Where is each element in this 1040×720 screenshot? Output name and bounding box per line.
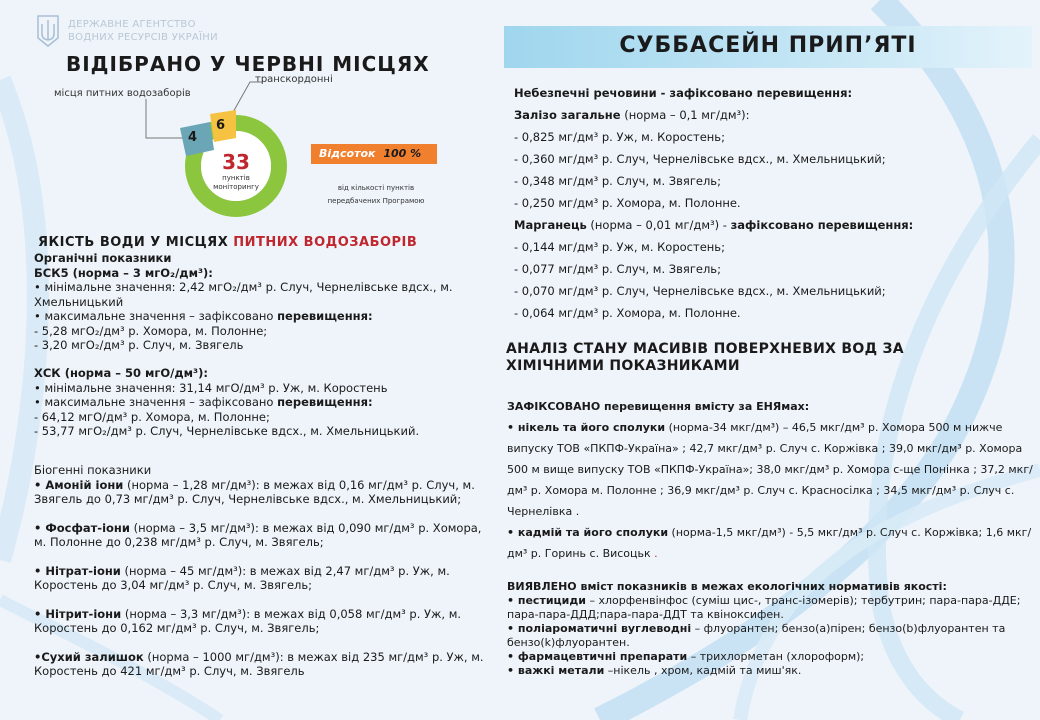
dry-residue (34, 650, 494, 679)
pah (507, 622, 1040, 650)
found-header: ВИЯВЛЕНО вміст показників в межах екологічних нормативів якості: (507, 580, 947, 593)
percent-label: Відсоток (319, 147, 376, 160)
mn-exceed: зафіксовано перевищення: (730, 218, 914, 232)
iron-item-1: - 0,825 мг/дм³ р. Уж, м. Коростень; (514, 130, 725, 144)
pah-text: – флуорантен; бензо(а)пірен; бензо(b)флуорантен та бензо(k)флуорантен. (507, 622, 1006, 649)
pesticides-name: • пестициди (507, 594, 586, 607)
hsk-section (34, 366, 494, 439)
cadmium-name: • кадмій та його сполуки (507, 526, 669, 539)
iron-item-3: - 0,348 мг/дм³ р. Случ, м. Звягель; (514, 174, 721, 188)
iron-norm: (норма – 0,1 мг/дм³): (620, 108, 750, 122)
organic-section (34, 251, 494, 353)
bsk-max-emph: перевищення: (277, 309, 373, 323)
residue-name: •Сухий залишок (34, 649, 144, 664)
hsk-header: ХСК (норма – 50 мгО/дм³): (34, 366, 208, 380)
pharma-text: – трихлорметан (хлороформ); (687, 650, 865, 663)
hsk-item-2: - 53,77 мгО₂/дм³ р. Случ, Чернелівське вдсх., м. Хмельницький. (34, 424, 420, 438)
fixed-header: ЗАФІКСОВАНО перевищення вмісту за ЕНЯмах: (507, 400, 810, 413)
agency-line-1: ДЕРЖАВНЕ АГЕНТСТВО (68, 19, 196, 30)
transboundary-count: 6 (216, 118, 226, 133)
iron-item-4: - 0,250 мг/дм³ р. Хомора, м. Полонне. (514, 196, 741, 210)
nickel-text: (норма-34 мкг/дм³) – 46,5 мкг/дм³ р. Хомора 500 м нижче випуску ТОВ «ПКПФ-Україна» ; 42,7 мкг/дм³ р. Случ с. Коржівка ; 39,0 мкг/дм³ р. Хомора 500 м вище випуску ТОВ «ПКПФ-Україна»; 38,0 мкг/дм³ р. Хомора с-ще Понінка ; 37,2 мкг/дм³ р. Хомора м. Полонне ; 36,9 мкг/дм³ р. Случ с. Красносілка ; 34,5 мкг/дм³ р. Случ с. Чернелівка . (507, 421, 1033, 518)
hsk-max-emph: перевищення: (277, 395, 373, 409)
residue-text: (норма – 1000 мг/дм³): в межах від 235 мг/дм³ р. Уж, м. Коростень до 421 мг/дм³ р. Случ, м. Звягель (34, 649, 484, 678)
nickel-name: • нікель та його сполуки (507, 421, 666, 434)
bsk-max-text: • максимальне значення – зафіксовано (34, 309, 278, 323)
transboundary-leader-line (232, 82, 262, 114)
drinking-leader-line (146, 99, 185, 138)
percent-value: 100 % (383, 147, 422, 160)
pharma-name: • фармацевтичні препарати (507, 650, 688, 663)
bsk-item-2: - 3,20 мгО₂/дм³ р. Случ, м. Звягель (34, 338, 244, 352)
bsk-min: • мінімальне значення: 2,42 мгО₂/дм³ р. Случ, Чернелівське вдсх., м. Хмельницький (34, 280, 453, 309)
bsk-item-1: - 5,28 мгО₂/дм³ р. Хомора, м. Полонне; (34, 323, 268, 338)
left-title: ВІДІБРАНО У ЧЕРВНІ МІСЦЯХ (66, 52, 430, 76)
analysis-title: АНАЛІЗ СТАНУ МАСИВІВ ПОВЕРХНЕВИХ ВОД ЗА ХІМІЧНИМИ ПОКАЗНИКАМИ (506, 341, 904, 374)
percent-box (311, 144, 437, 164)
hsk-min: • мінімальне значення: 31,14 мгО/дм³ р. Уж, м. Коростень (34, 380, 388, 395)
percent-note (316, 182, 436, 208)
bsk-header: БСК5 (норма – 3 мгО₂/дм³): (34, 265, 213, 280)
hazardous-section (514, 82, 1034, 324)
ammonium-name: • Амоній іони (34, 477, 124, 492)
percent-note-1: від кількості пунктів (337, 184, 415, 192)
mn-name: Марганець (514, 218, 587, 232)
quality-title-b: ПИТНИХ ВОДОЗАБОРІВ (233, 235, 418, 250)
total-label-2: моніторингу (213, 183, 259, 191)
iron-header (514, 104, 1034, 126)
iron-item-2: - 0,360 мг/дм³ р. Случ, Чернелівське вдсх., м. Хмельницький; (514, 152, 886, 166)
agency-line-2: ВОДНИХ РЕСУРСІВ УКРАЇНИ (68, 32, 218, 43)
pharma (507, 650, 1040, 664)
mn-header (514, 214, 1034, 236)
biogen-section (34, 463, 494, 679)
quality-title-a: ЯКІСТЬ ВОДИ У МІСЦЯХ (38, 235, 234, 250)
nitrite-name: • Нітрит-іони (34, 606, 122, 621)
bsk-max (34, 309, 494, 324)
total-label-1: пунктів (222, 174, 250, 182)
biogen-header: Біогенні показники (34, 463, 152, 477)
hsk-max (34, 395, 494, 410)
nitrate-text: (норма – 45 мг/дм³): в межах від 2,47 мг/дм³ р. Уж, м. Коростень до 3,04 мг/дм³ р. Случ, м. Звягель; (34, 563, 450, 592)
mn-item-2: - 0,077 мг/дм³ р. Случ, м. Звягель; (514, 262, 721, 276)
mn-norm: (норма – 0,01 мг/дм³) - (586, 218, 731, 232)
pesticides (507, 594, 1040, 622)
nitrite-text: (норма – 3,3 мг/дм³): в межах від 0,058 мг/дм³ р. Уж, м. Коростень до 0,162 мг/дм³ р. Случ, м. Звягель; (34, 606, 462, 635)
transboundary-label: транскордонні (255, 74, 333, 85)
ammonium (34, 478, 494, 507)
found-section (507, 580, 1040, 678)
hsk-item-1: - 64,12 мгО/дм³ р. Хомора, м. Полонне; (34, 409, 270, 424)
total-points: 33 (222, 150, 250, 174)
mn-item-3: - 0,070 мг/дм³ р. Случ, Чернелівське вдсх., м. Хмельницький; (514, 284, 886, 298)
pesticides-text: – хлорфенвінфос (суміш цис-, транс-ізомерів); тербутрин; пара-пара-ДДЕ; пара-пара-ДДД;пара-пара-ДДТ та квіноксифен. (507, 594, 1021, 621)
cadmium-end: . (650, 547, 658, 560)
mn-item-1: - 0,144 мг/дм³ р. Уж, м. Коростень; (514, 240, 725, 254)
hsk-max-text: • максимальне значення – зафіксовано (34, 395, 278, 409)
drinking-count: 4 (188, 130, 198, 145)
hazardous-header: Небезпечні речовини - зафіксовано перевищення: (514, 86, 853, 100)
metals-name: • важкі метали (507, 664, 605, 677)
pah-name: • поліароматичні вуглеводні (507, 622, 692, 635)
exceed-section (507, 396, 1040, 564)
percent-note-2: передбачених Програмою (327, 197, 425, 205)
drinking-label: місця питних водозаборів (54, 88, 191, 99)
ammonium-text: (норма – 1,28 мг/дм³): в межах від 0,16 мг/дм³ р. Случ, м. Звягель до 0,73 мг/дм³ р. Случ, Чернелівське вдсх., м. Хмельницький; (34, 477, 475, 506)
right-title: СУББАСЕЙН ПРИП’ЯТІ (619, 33, 917, 58)
phosphate-name: • Фосфат-іони (34, 520, 130, 535)
phosphate (34, 521, 494, 550)
cadmium (507, 522, 1040, 564)
iron-name: Залізо загальне (514, 108, 621, 122)
metals-text: –нікель , хром, кадмій та миш'як. (604, 664, 802, 677)
nitrate (34, 564, 494, 593)
organic-header: Органічні показники (34, 251, 172, 265)
nitrate-name: • Нітрат-іони (34, 563, 121, 578)
nitrite (34, 607, 494, 636)
metals (507, 664, 1040, 678)
phosphate-text: (норма – 3,5 мг/дм³): в межах від 0,090 мг/дм³ р. Хомора, м. Полонне до 0,238 мг/дм³ р. Случ, м. Звягель; (34, 520, 482, 549)
nickel (507, 417, 1040, 522)
cadmium-text: (норма-1,5 мкг/дм³) - 5,5 мкг/дм³ р. Случ с. Коржівка; 1,6 мкг/дм³ р. Горинь с. Висоцьк (507, 526, 1032, 560)
mn-item-4: - 0,064 мг/дм³ р. Хомора, м. Полонне. (514, 306, 741, 320)
quality-title (38, 235, 417, 250)
